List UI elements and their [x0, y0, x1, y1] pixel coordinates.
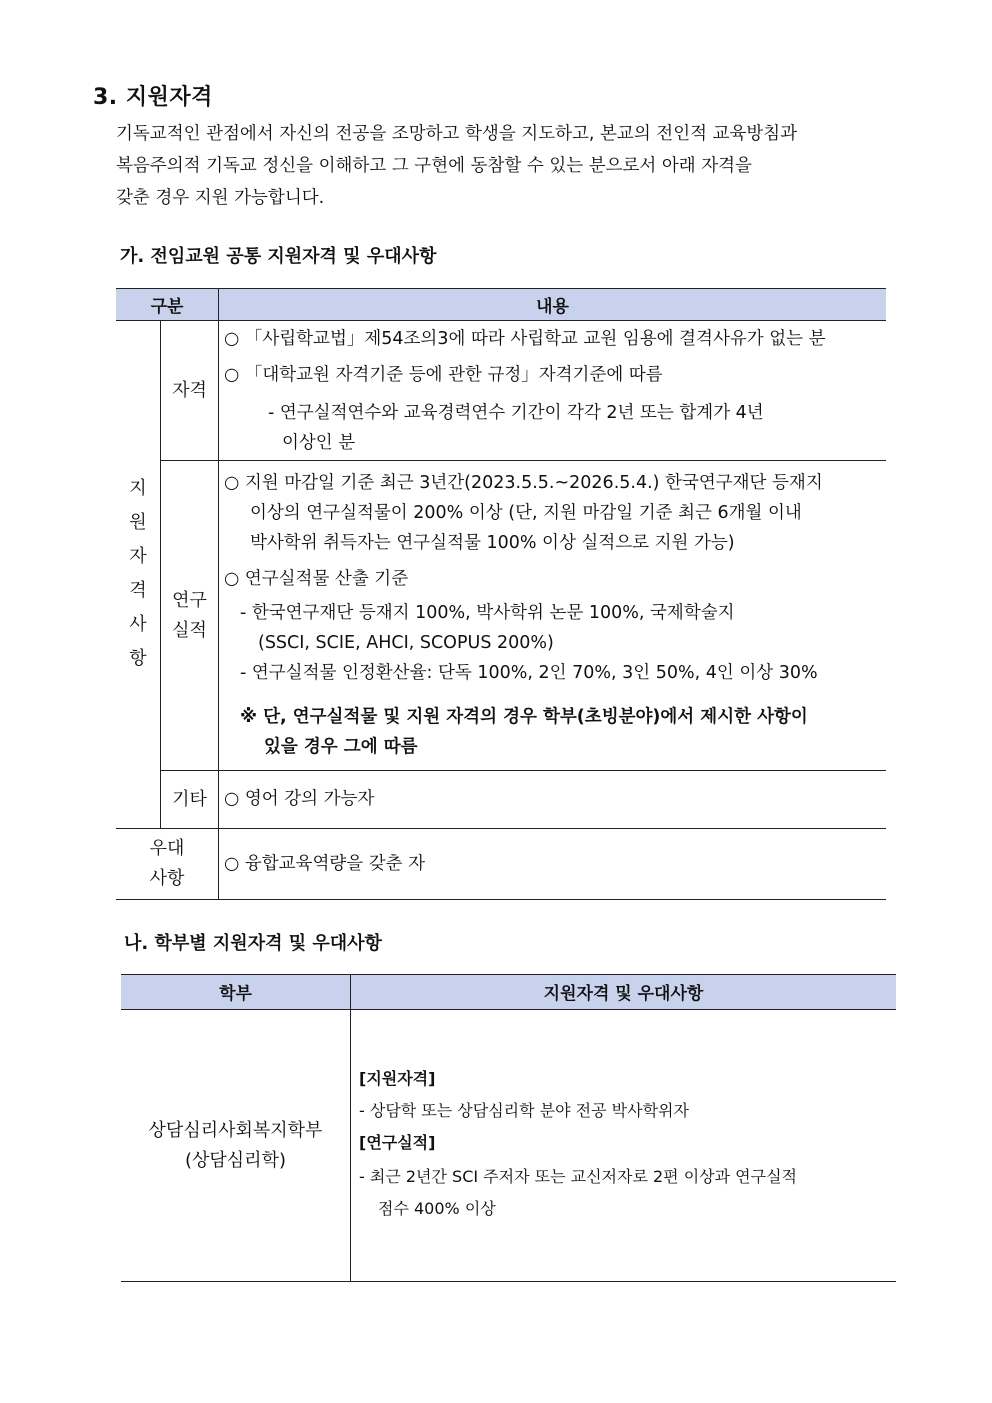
label-etc: 기타	[172, 788, 207, 810]
intro-line: 복음주의적 기독교 정신을 이해하고 그 구현에 동참할 수 있는 분으로서 아래 자격을	[116, 156, 752, 176]
etc-text: ○ 영어 강의 가능자	[224, 789, 375, 809]
label-research-line: 실적	[172, 619, 207, 641]
header-requirements: 지원자격 및 우대사항	[351, 974, 896, 1009]
label-research-line: 연구	[172, 589, 207, 611]
header-category: 구분	[116, 288, 218, 320]
label-research	[161, 461, 218, 770]
group-label-char: 사	[129, 614, 147, 635]
qualification-text: - 상담학 또는 상담심리학 분야 전공 박사학위자	[359, 1101, 689, 1120]
common-section-title: 가. 전임교원 공통 지원자격 및 우대사항	[120, 246, 437, 267]
intro-line: 기독교적인 관점에서 자신의 전공을 조망하고 학생을 지도하고, 본교의 전인적 교육방침과	[116, 124, 798, 144]
header-department: 학부	[121, 974, 350, 1009]
group-label-char: 격	[129, 580, 147, 601]
department-name-line: 상담심리사회복지학부	[148, 1119, 323, 1141]
qualification-line: 이상인 분	[282, 433, 356, 453]
group-label-qualifications	[116, 320, 160, 828]
qualification-line: ○ 「대학교원 자격기준 등에 관한 규정」자격기준에 따름	[224, 365, 663, 385]
label-preference-line: 사항	[149, 868, 185, 889]
department-name	[121, 1010, 350, 1281]
department-section-title: 나. 학부별 지원자격 및 우대사항	[124, 933, 382, 954]
research-note-line: ※ 단, 연구실적물 및 지원 자격의 경우 학부(초빙분야)에서 제시한 사항이	[240, 707, 808, 727]
research-line: - 연구실적물 인정환산율: 단독 100%, 2인 70%, 3인 50%, 4인 이상 30%	[240, 663, 818, 683]
group-label-char: 원	[129, 512, 147, 533]
intro-line: 갖춘 경우 지원 가능합니다.	[116, 188, 325, 208]
label-preference-line: 우대	[149, 838, 185, 859]
research-line: ○ 연구실적물 산출 기준	[224, 569, 409, 589]
research-line: - 한국연구재단 등재지 100%, 박사학위 논문 100%, 국제학술지	[240, 603, 735, 623]
intro-paragraph	[116, 118, 898, 214]
label-preference	[116, 829, 218, 899]
research-line: (SSCI, SCIE, AHCI, SCOPUS 200%)	[258, 633, 554, 653]
group-label-char: 자	[129, 546, 147, 567]
common-qualification-table	[116, 288, 886, 900]
research-line: 이상의 연구실적물이 200% 이상 (단, 지원 마감일 기준 최근 6개월 이내	[250, 503, 802, 523]
research-title: [연구실적]	[359, 1133, 436, 1152]
qualification-line: - 연구실적연수와 교육경력연수 기간이 각각 2년 또는 합계가 4년	[268, 403, 764, 423]
research-line: 박사학위 취득자는 연구실적물 100% 이상 실적으로 지원 가능)	[250, 533, 735, 553]
section-title: 3. 지원자격	[93, 85, 213, 110]
department-qualification-table	[121, 974, 896, 1282]
department-name-line: (상담심리학)	[185, 1149, 286, 1171]
label-qualification: 자격	[172, 379, 207, 401]
research-requirement-line: 점수 400% 이상	[378, 1199, 496, 1218]
research-requirement-line: - 최근 2년간 SCI 주저자 또는 교신저자로 2편 이상과 연구실적	[359, 1167, 797, 1186]
qualification-title: [지원자격]	[359, 1069, 436, 1088]
preference-text: ○ 융합교육역량을 갖춘 자	[224, 854, 426, 874]
header-content: 내용	[219, 288, 886, 320]
qualification-line: ○ 「사립학교법」제54조의3에 따라 사립학교 교원 임용에 결격사유가 없는 분	[224, 329, 826, 349]
group-label-char: 지	[129, 478, 147, 499]
research-note-line: 있을 경우 그에 따름	[264, 737, 418, 757]
research-line: ○ 지원 마감일 기준 최근 3년간(2023.5.5.~2026.5.4.) 한국연구재단 등재지	[224, 473, 823, 493]
group-label-char: 항	[129, 648, 147, 669]
